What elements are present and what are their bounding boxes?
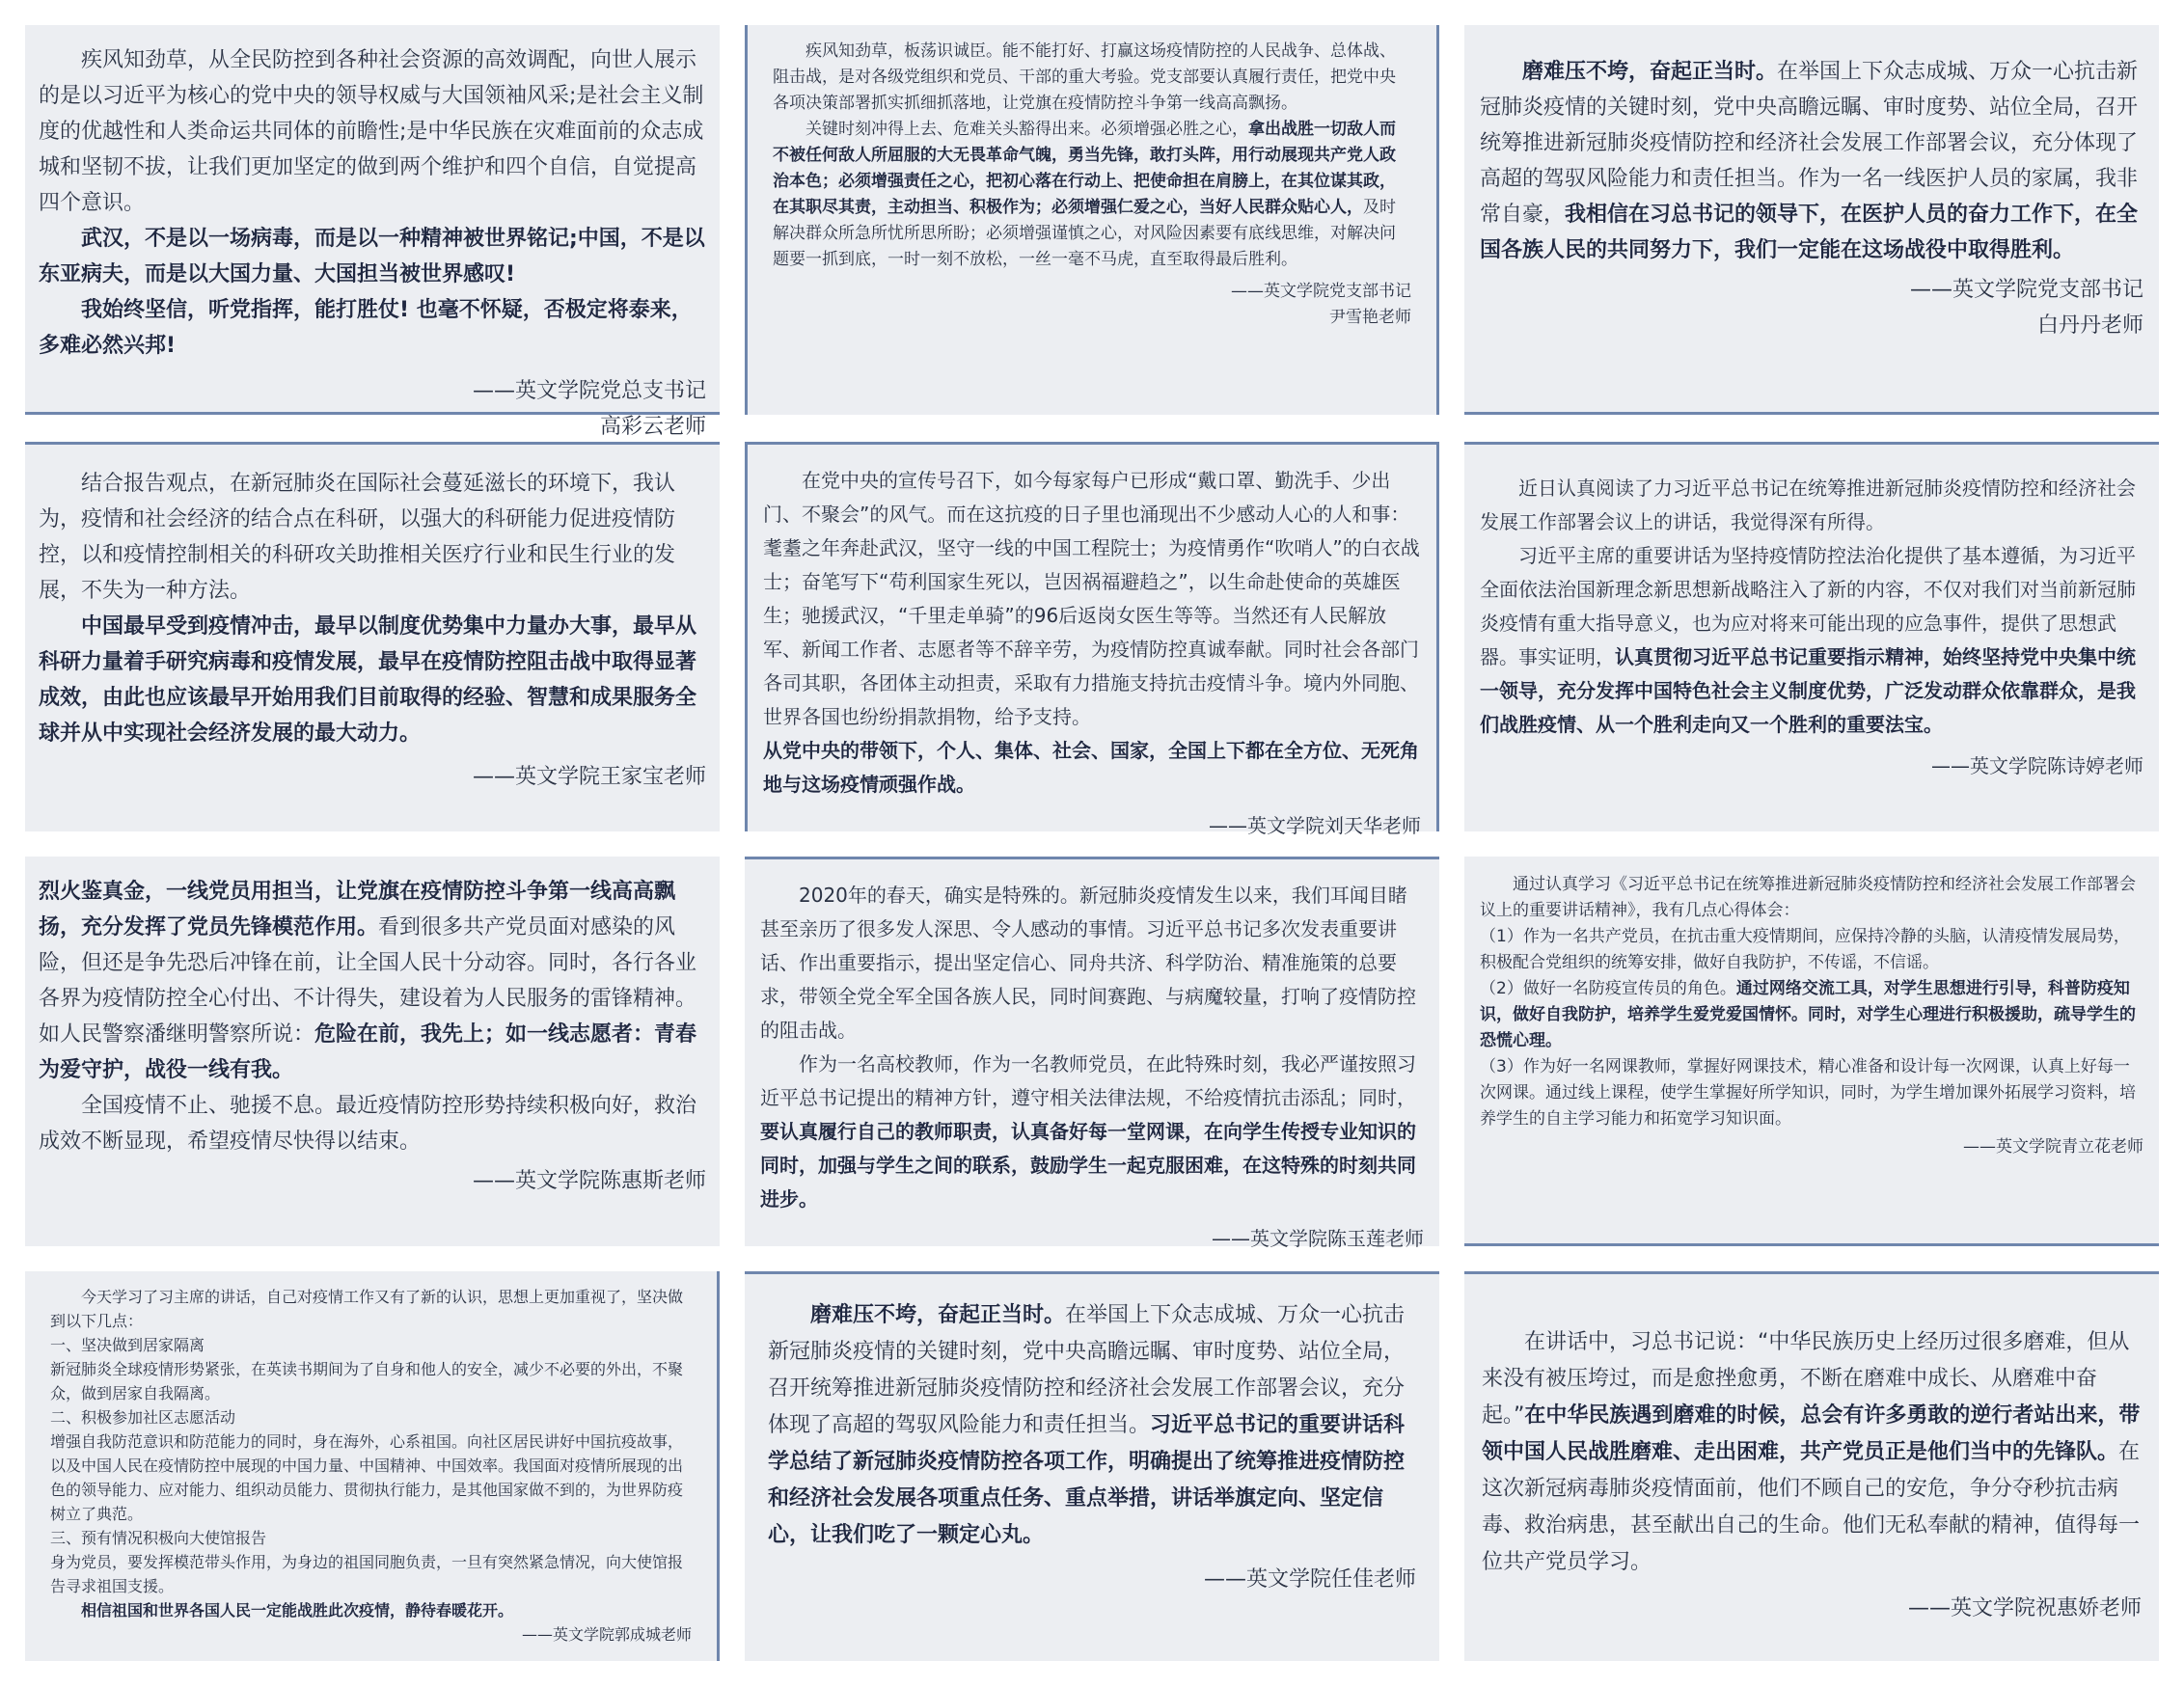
- card-bold-paragraph: 相信祖国和世界各国人民一定能战胜此次疫情，静待春暖花开。: [81, 1601, 514, 1620]
- card-heading: 三、预有情况积极向大使馆报告: [50, 1529, 267, 1547]
- card-author: ——英文学院陈诗婷老师: [1931, 754, 2143, 777]
- card-paragraph: 看到很多共产党员面对感染的风险，但还是争先恐后冲锋在前，让全国人民十分动容。同时，各行各业各界为疫情防控全心付出、不计得失，建设着为人民服务的雷锋精神。如人民警察潘继明警察所说：: [39, 915, 697, 1047]
- card-bold-paragraph: 武汉，不是以一场病毒，而是以一种精神被世界铭记;中国，不是以东亚病夫，而是以大国力量、大国担当被世界感叹!: [39, 227, 705, 286]
- card-author: ——英文学院陈玉莲老师: [1212, 1227, 1424, 1250]
- card-paragraph: 在讲话中，习总书记说：“中华民族历史上经历过很多磨难，但从来没有被压垮过，而是愈挫愈勇，不断在磨难中成长、从磨难中奋起。”: [1482, 1330, 2130, 1428]
- card-paragraph: 在举国上下众志成城、万众一心抗击新冠肺炎疫情的关键时刻，党中央高瞻远瞩、审时度势、站位全局，召开统筹推进新冠肺炎疫情防控和经济社会发展工作部署会议，充分体现了高超的驾驭风险能力和责任担当。作为一名一线医护人员的家属，我非常自豪，: [1480, 60, 2139, 227]
- card-author: ——英文学院党支部书记: [1231, 282, 1411, 301]
- card-author: ——英文学院郭成城老师: [521, 1625, 692, 1644]
- card-paragraph: 全国疫情不止、驰援不息。最近疫情防控形势持续积极向好，救治成效不断显现，希望疫情尽快得以结束。: [39, 1094, 697, 1154]
- card-author-name: 高彩云老师: [599, 415, 706, 439]
- reflection-card-bai: [1464, 25, 2159, 415]
- card-bold-paragraph: 通过网络交流工具，对学生思想进行引导，科普防疫知识，做好自我防护，培养学生爱党爱国情怀。同时，对学生心理进行积极援助，疏导学生的恐慌心理。: [1480, 979, 2136, 1050]
- card-paragraph: 在举国上下众志成城、万众一心抗击新冠肺炎疫情的关键时刻，党中央高瞻远瞩、审时度势、站位全局，召开统筹推进新冠肺炎疫情防控和经济社会发展工作部署会议，充分体现了高超的驾驭风险能力和责任担当。: [768, 1303, 1406, 1437]
- card-paragraph-lead: 关键时刻冲得上去、危难关头豁得出来。必须增强必胜之心，: [805, 120, 1248, 139]
- card-bold-paragraph: 在中华民族遇到磨难的时候，总会有许多勇敢的逆行者站出来，带领中国人民战胜磨难、走出困难，共产党员正是他们当中的先锋队。: [1482, 1403, 2141, 1464]
- reflection-card-gao: [25, 25, 720, 439]
- card-author: ——英文学院青立花老师: [1963, 1137, 2143, 1157]
- card-author-name: 白丹丹老师: [2036, 313, 2143, 338]
- card-paragraph: （2）做好一名防疫宣传员的角色。: [1480, 979, 1736, 998]
- reflection-card-chen-huisi: [25, 857, 720, 1246]
- card-paragraph: 作为一名高校教师，作为一名教师党员，在此特殊时刻，我必严谨按照习近平总书记提出的精神方针，遵守相关法律法规，不给疫情抗击添乱；同时，: [760, 1052, 1416, 1109]
- card-bold-paragraph: 中国最早受到疫情冲击，最早以制度优势集中力量办大事，最早从科研力量着手研究病毒和疫情发展，最早在疫情防控阻击战中取得显著成效，由此也应该最早开始用我们目前取得的经验、智慧和成果服务全球并从中实现社会经济发展的最大动力。: [39, 614, 697, 746]
- card-bold-lead: 磨难压不垮，奋起正当时。: [1522, 60, 1778, 84]
- card-bold-paragraph: 认真贯彻习近平总书记重要指示精神，始终坚持党中央集中统一领导，充分发挥中国特色社会主义制度优势，广泛发动群众依靠群众，是我们战胜疫情、从一个胜利走向又一个胜利的重要法宝。: [1480, 645, 2136, 736]
- card-paragraph: 疾风知劲草，板荡识诚臣。能不能打好、打赢这场疫情防控的人民战争、总体战、阻击战，是对各级党组织和党员、干部的重大考验。党支部要认真履行责任，把党中央各项决策部署抓实抓细抓落地，让党旗在疫情防控斗争第一线高高飘扬。: [773, 41, 1396, 113]
- card-bold-paragraph: 习近平总书记的重要讲话科学总结了新冠肺炎疫情防控各项工作，明确提出了统筹推进疫情防控和经济社会发展各项重点任务、重点举措，讲话举旗定向、坚定信心，让我们吃了一颗定心丸。: [768, 1413, 1406, 1547]
- reflection-card-yin: [745, 25, 1439, 415]
- card-paragraph-tail: 在这次新冠病毒肺炎疫情面前，他们不顾自己的安危，争分夺秒抗击病毒、救治病患，甚至献出自己的生命。他们无私奉献的精神，值得每一位共产党员学习。: [1482, 1440, 2141, 1574]
- card-paragraph: 今天学习了习主席的讲话，自己对疫情工作又有了新的认识，思想上更加重视了，坚决做到以下几点：: [50, 1288, 684, 1330]
- card-author: ——英文学院刘天华老师: [1209, 814, 1421, 837]
- card-author-name: 尹雪艳老师: [1329, 308, 1411, 327]
- reflection-card-zhu: [1464, 1271, 2159, 1661]
- card-paragraph: 通过认真学习《习近平总书记在统筹推进新冠肺炎疫情防控和经济社会发展工作部署会议上的重要讲话精神》，我有几点心得体会：: [1480, 875, 2136, 920]
- card-bold-paragraph: 我始终坚信，听党指挥，能打胜仗! 也毫不怀疑，否极定将泰来，多难必然兴邦!: [39, 298, 693, 358]
- reflection-card-wang: [25, 442, 720, 831]
- card-author: ——英文学院党总支书记: [472, 379, 706, 403]
- card-paragraph: 2020年的春天，确实是特殊的。新冠肺炎疫情发生以来，我们耳闻目睹甚至亲历了很多发人深思、令人感动的事情。习近平总书记多次发表重要讲话、作出重要指示，提出坚定信心、同舟共济、科学防治、精准施策的总要求，带领全党全军全国各族人民，同时间赛跑、与病魔较量，打响了疫情防控的阻击战。: [760, 884, 1416, 1042]
- card-author: ——英文学院党支部书记: [1909, 278, 2143, 302]
- card-author: ——英文学院祝惠娇老师: [1907, 1596, 2142, 1620]
- card-bold-lead: 磨难压不垮，奋起正当时。: [810, 1303, 1066, 1327]
- reflection-card-ren: [745, 1271, 1439, 1661]
- reflection-card-liu: [745, 442, 1439, 837]
- card-heading: 一、坚决做到居家隔离: [50, 1336, 205, 1354]
- card-paragraph: 结合报告观点，在新冠肺炎在国际社会蔓延滋长的环境下，我认为，疫情和社会经济的结合点在科研，以强大的科研能力促进疫情防控，以和疫情控制相关的科研攻关助推相关医疗行业和民生行业的发展，不失为一种方法。: [39, 472, 676, 603]
- card-author: ——英文学院王家宝老师: [472, 765, 706, 789]
- reflection-card-guo: [25, 1271, 720, 1661]
- card-paragraph: 身为党员，要发挥模范带头作用，为身边的祖国同胞负责，一旦有突然紧急情况，向大使馆报告寻求祖国支援。: [50, 1553, 684, 1595]
- card-bold-paragraph: 我相信在习总书记的领导下，在医护人员的奋力工作下，在全国各族人民的共同努力下，我们一定能在这场战役中取得胜利。: [1480, 203, 2139, 262]
- card-paragraph: 新冠肺炎全球疫情形势紧张，在英读书期间为了自身和他人的安全，减少不必要的外出，不聚众，做到居家自我隔离。: [50, 1360, 684, 1402]
- card-bold-paragraph: 危险在前，我先上；如一线志愿者：青春为爱守护，战役一线有我。: [39, 1022, 697, 1082]
- card-paragraph: （3）作为好一名网课教师，掌握好网课技术，精心准备和设计每一次网课，认真上好每一次网课。通过线上课程，使学生掌握好所学知识，同时，为学生增加课外拓展学习资料，培养学生的自主学习能力和拓宽学习知识面。: [1480, 1057, 2136, 1129]
- card-bold-paragraph: 要认真履行自己的教师职责，认真备好每一堂网课，在向学生传授专业知识的同时，加强与学生之间的联系，鼓励学生一起克服困难，在这特殊的时刻共同进步。: [760, 1120, 1416, 1211]
- card-paragraph-tail: 及时解决群众所急所忧所思所盼；必须增强谨慎之心，对风险因素要有底线思维，对解决问题要一抓到底，一时一刻不放松，一丝一毫不马虎，直至取得最后胜利。: [773, 198, 1396, 269]
- card-paragraph: 近日认真阅读了力习近平总书记在统筹推进新冠肺炎疫情防控和经济社会发展工作部署会议上的讲话，我觉得深有所得。: [1480, 476, 2136, 533]
- card-paragraph: 疾风知劲草，从全民防控到各种社会资源的高效调配，向世人展示的是以习近平为核心的党中央的领导权威与大国领袖风采;是社会主义制度的优越性和人类命运共同体的前瞻性;是中华民族在灾难面前的众志成城和坚韧不拔，让我们更加坚定的做到两个维护和四个自信，自觉提高四个意识。: [39, 48, 704, 215]
- card-author: ——英文学院任佳老师: [1203, 1567, 1416, 1592]
- card-paragraph: 增强自我防范意识和防范能力的同时，身在海外，心系祖国。向社区居民讲好中国抗疫故事，以及中国人民在疫情防控中展现的中国力量、中国精神、中国效率。我国面对疫情所展现的出色的领导能力、应对能力、组织动员能力、贯彻执行能力，是其他国家做不到的，为世界防疫树立了典范。: [50, 1432, 684, 1523]
- card-author: ——英文学院陈惠斯老师: [472, 1169, 706, 1193]
- card-bold-lead: 烈火鉴真金，一线党员用担当，让党旗在疫情防控斗争第一线高高飘扬，充分发挥了党员先锋模范作用。: [39, 880, 676, 939]
- card-bold-paragraph: 拿出战胜一切敌人而不被任何敌人所屈服的大无畏革命气魄，勇当先锋，敢打头阵，用行动展现共产党人政治本色；必须增强责任之心，把初心落在行动上、把使命担在肩膀上，在其位谋其政，在其职尽其责，主动担当、积极作为；必须增强仁爱之心，当好人民群众贴心人，: [773, 120, 1396, 217]
- reflection-card-chen-yulian: [745, 857, 1439, 1250]
- card-heading: 二、积极参加社区志愿活动: [50, 1408, 236, 1427]
- card-paragraph: 习近平主席的重要讲话为坚持疫情防控法治化提供了基本遵循，为习近平全面依法治国新理念新思想新战略注入了新的内容，不仅对我们对当前新冠肺炎疫情有重大指导意义，也为应对将来可能出现的应急事件，提供了思想武器。事实证明，: [1480, 544, 2136, 668]
- card-paragraph: （1）作为一名共产党员，在抗击重大疫情期间，应保持冷静的头脑，认清疫情发展局势，积极配合党组织的统筹安排，做好自我防护，不传谣，不信谣。: [1480, 927, 2130, 972]
- reflection-card-chen-shiting: [1464, 442, 2159, 831]
- card-paragraph: 在党中央的宣传号召下，如今每家每户已形成“戴口罩、勤洗手、少出门、不聚会”的风气。而在这抗疫的日子里也涌现出不少感动人心的人和事：耄耋之年奔赴武汉，坚守一线的中国工程院士；为疫情勇作“吹哨人”的白衣战士；奋笔写下“苟利国家生死以，岂因祸福避趋之”，以生命赴使命的英雄医生；驰援武汉，“千里走单骑”的96后返岗女医生等等。当然还有人民解放军、新闻工作者、志愿者等不辞辛劳，为疫情防控真诚奉献。同时社会各部门各司其职，各团体主动担责，采取有力措施支持抗击疫情斗争。境内外同胞、世界各国也纷纷捐款捐物，给予支持。: [763, 469, 1420, 728]
- card-bold-paragraph: 从党中央的带领下，个人、集体、社会、国家，全国上下都在全方位、无死角地与这场疫情顽强作战。: [763, 739, 1419, 796]
- reflection-card-qing: [1464, 857, 2159, 1246]
